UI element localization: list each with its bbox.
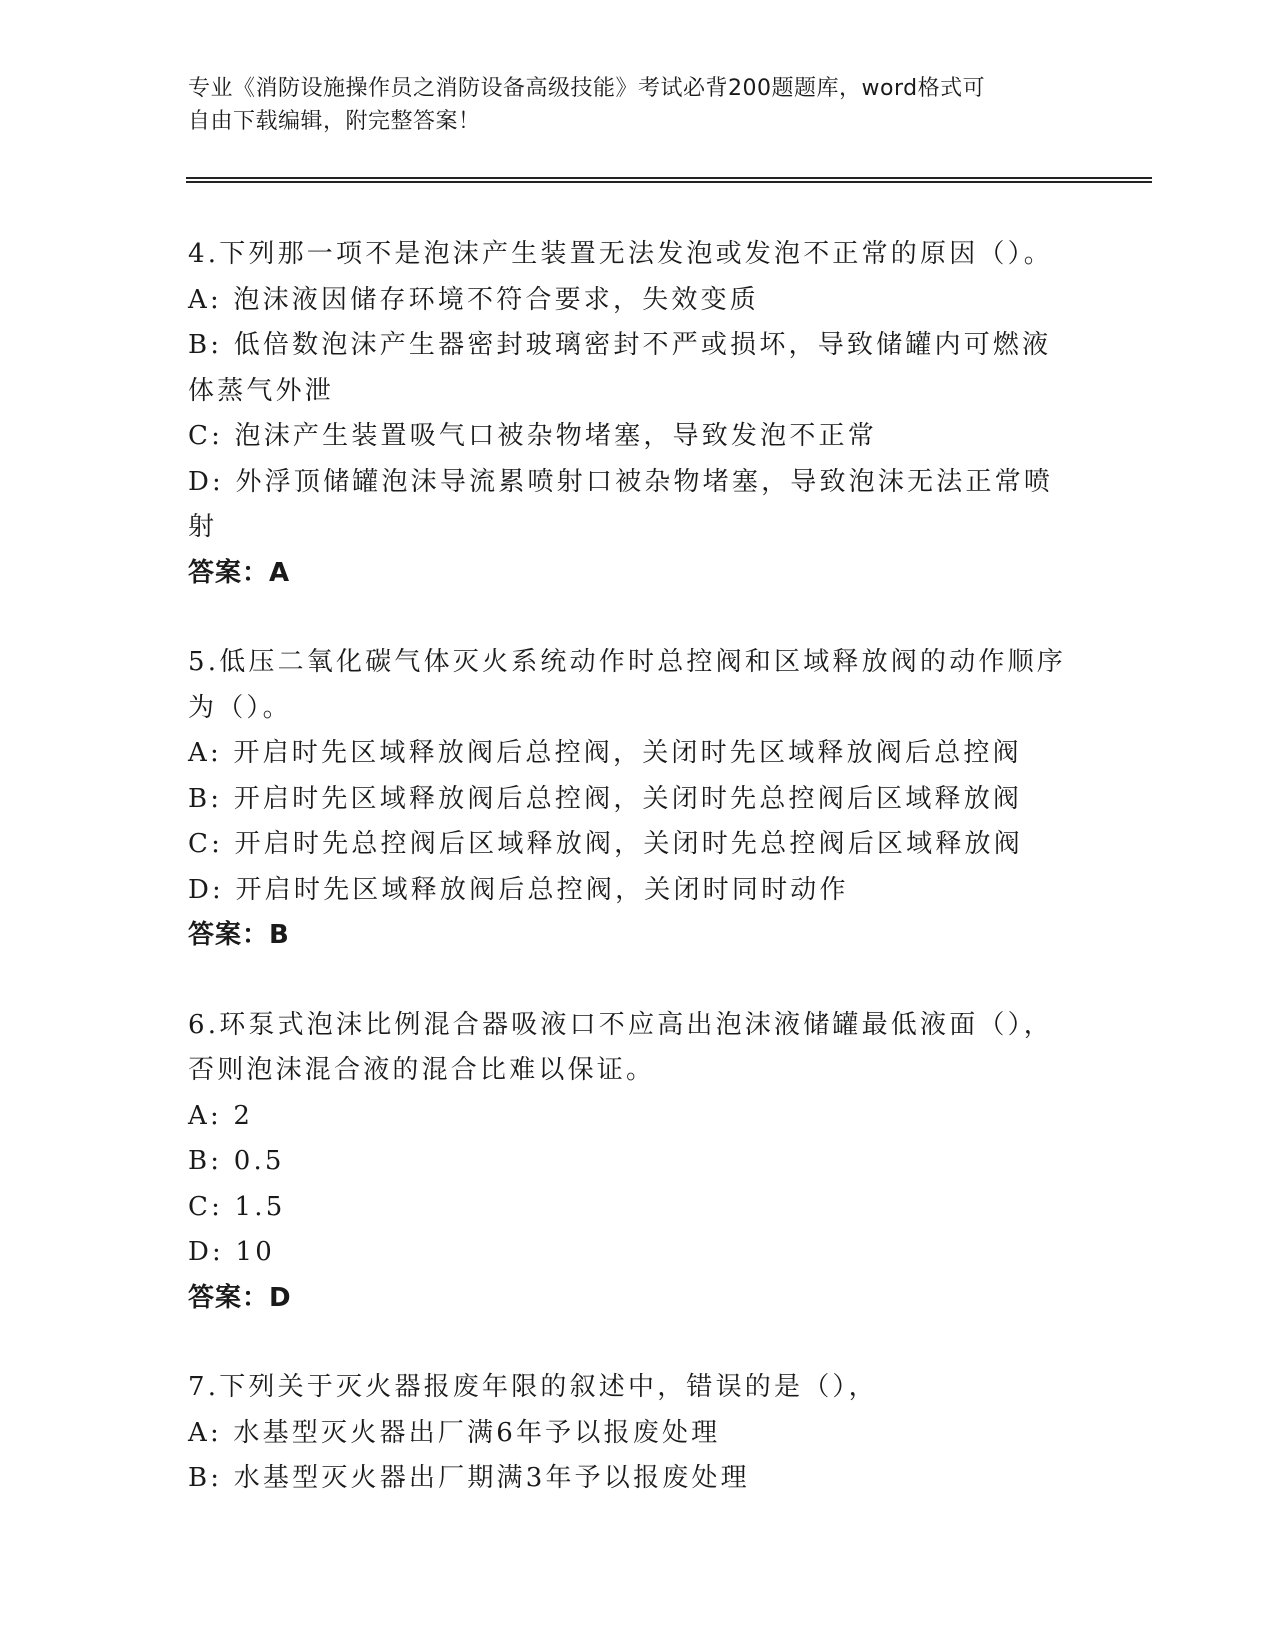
option-c: C: 1.5 xyxy=(188,1191,286,1222)
answer: 答案：A xyxy=(188,557,291,588)
question-list xyxy=(188,232,1088,1546)
question-stem: 5.低压二氧化碳气体灭火系统动作时总控阀和区域释放阀的动作顺序为（）。 xyxy=(188,647,1067,723)
option-a: A: 2 xyxy=(188,1100,254,1131)
question-stem: 6.环泵式泡沫比例混合器吸液口不应高出泡沫液储罐最低液面（），否则泡沫混合液的混合比难以保证。 xyxy=(188,1009,1054,1085)
answer: 答案：D xyxy=(188,1282,292,1313)
option-a: A: 泡沫液因储存环境不符合要求，失效变质 xyxy=(188,284,760,315)
question-5 xyxy=(188,640,1088,959)
question-stem: 7.下列关于灭火器报废年限的叙述中，错误的是（）， xyxy=(188,1372,878,1402)
option-b: B: 低倍数泡沫产生器密封玻璃密封不严或损坏，导致储罐内可燃液体蒸气外泄 xyxy=(188,330,1052,406)
option-c: C: 开启时先总控阀后区域释放阀，关闭时先总控阀后区域释放阀 xyxy=(188,829,1023,859)
option-b: B: 0.5 xyxy=(188,1146,285,1176)
question-stem: 4.下列那一项不是泡沫产生装置无法发泡或发泡不正常的原因（）。 xyxy=(188,239,1054,269)
option-a: A: 水基型灭火器出厂满6年予以报废处理 xyxy=(188,1417,721,1448)
header-double-rule xyxy=(186,177,1152,183)
option-d: D: 10 xyxy=(188,1237,275,1267)
header-line-1: 专业《消防设施操作员之消防设备高级技能》考试必背200题题库，word格式可 xyxy=(188,76,986,101)
question-6 xyxy=(188,1003,1088,1322)
option-c: C: 泡沫产生装置吸气口被杂物堵塞，导致发泡不正常 xyxy=(188,421,877,451)
option-a: A: 开启时先区域释放阀后总控阀，关闭时先区域释放阀后总控阀 xyxy=(188,738,1022,768)
answer: 答案：B xyxy=(188,920,290,950)
option-b: B: 水基型灭火器出厂期满3年予以报废处理 xyxy=(188,1463,750,1493)
document-header xyxy=(188,72,1088,138)
question-7 xyxy=(188,1365,1088,1502)
option-b: B: 开启时先区域释放阀后总控阀，关闭时先总控阀后区域释放阀 xyxy=(188,783,1023,814)
question-4 xyxy=(188,232,1088,596)
header-line-2: 自由下载编辑，附完整答案！ xyxy=(188,109,481,134)
option-d: D: 开启时先区域释放阀后总控阀，关闭时同时动作 xyxy=(188,874,849,905)
option-d: D: 外浮顶储罐泡沫导流累喷射口被杂物堵塞，导致泡沫无法正常喷射 xyxy=(188,466,1054,542)
